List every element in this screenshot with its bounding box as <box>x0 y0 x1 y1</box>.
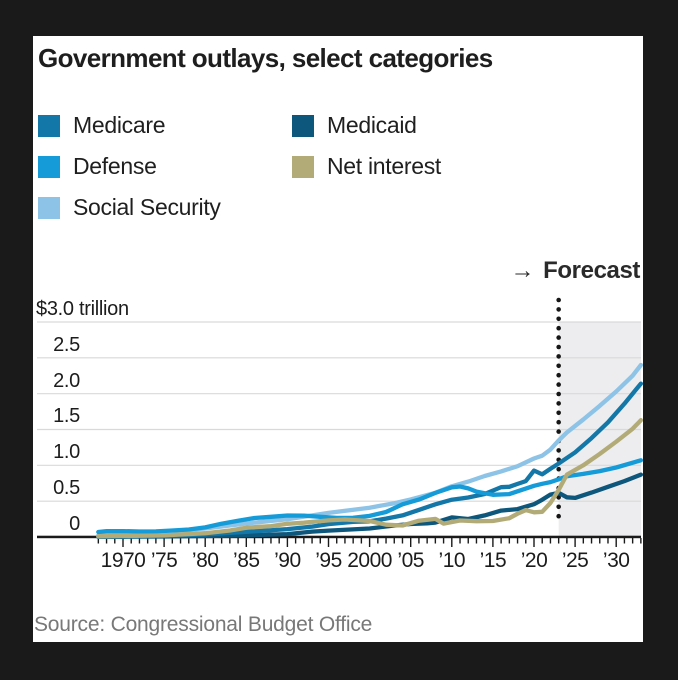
x-tick-label: ’75 <box>150 549 178 572</box>
medicaid-swatch-icon <box>292 115 314 137</box>
defense-swatch-icon <box>38 156 60 178</box>
legend-item-medicaid <box>292 114 441 137</box>
y-tick-label: 2.0 <box>53 369 80 392</box>
chart-card <box>33 36 643 642</box>
forecast-divider-dot <box>556 420 561 425</box>
legend-label: Medicare <box>73 112 166 138</box>
x-tick-label: ’90 <box>274 549 301 572</box>
x-tick-label: ’30 <box>602 549 630 572</box>
forecast-divider-dot <box>556 326 561 331</box>
forecast-divider-dot <box>556 411 561 416</box>
x-tick-label: ’80 <box>191 549 219 572</box>
forecast-divider-dot <box>556 317 561 322</box>
forecast-divider-dot <box>556 335 561 340</box>
forecast-divider-dot <box>556 298 561 303</box>
x-tick-label: 1970 <box>100 549 146 572</box>
medicare-swatch-icon <box>38 115 60 137</box>
forecast-divider-dot <box>556 392 561 397</box>
x-tick-label: ’20 <box>520 549 548 572</box>
x-tick-label: ’95 <box>315 549 342 572</box>
legend-label: Net interest <box>327 153 442 179</box>
legend-item-social-security <box>38 196 292 219</box>
social-security-swatch-icon <box>38 197 60 219</box>
forecast-divider-dot <box>556 307 561 312</box>
chart-title: Government outlays, select categories <box>38 43 493 73</box>
legend-item-net-interest <box>292 155 441 178</box>
chart-legend <box>38 114 441 219</box>
x-tick-label: 2000 <box>347 549 392 572</box>
y-tick-label: 1.0 <box>53 441 80 464</box>
legend-label: Social Security <box>73 194 221 220</box>
y-tick-label: 2.5 <box>53 333 80 356</box>
source-note: Source: Congressional Budget Office <box>34 613 373 636</box>
forecast-label: Forecast <box>543 257 640 284</box>
x-tick-label: ’85 <box>233 549 260 572</box>
x-tick-label: ’10 <box>438 549 466 572</box>
legend-item-defense <box>38 155 292 178</box>
forecast-divider-dot <box>556 354 561 359</box>
forecast-divider-dot <box>556 401 561 406</box>
y-tick-label: 0 <box>69 513 80 535</box>
forecast-divider-dot <box>556 467 561 472</box>
x-tick-label: ’05 <box>397 549 424 572</box>
y-tick-label: 0.5 <box>53 477 80 500</box>
y-tick-label: 1.5 <box>53 405 80 428</box>
forecast-divider-dot <box>556 345 561 350</box>
forecast-divider-dot <box>556 429 561 434</box>
x-tick-label: ’25 <box>561 549 589 572</box>
forecast-divider-dot <box>556 505 561 510</box>
forecast-annotation <box>511 257 640 285</box>
forecast-divider-dot <box>556 364 561 369</box>
forecast-divider-dot <box>556 448 561 453</box>
legend-label: Defense <box>73 153 157 179</box>
forecast-divider-dot <box>556 382 561 387</box>
net-interest-swatch-icon <box>292 156 314 178</box>
legend-label: Medicaid <box>327 112 417 138</box>
x-tick-label: ’15 <box>479 549 507 572</box>
forecast-divider-dot <box>556 514 561 519</box>
forecast-divider-dot <box>556 373 561 378</box>
y-axis-unit-label: $3.0 trillion <box>36 297 129 320</box>
arrow-right-icon: → <box>510 257 535 284</box>
legend-item-medicare <box>38 114 292 137</box>
